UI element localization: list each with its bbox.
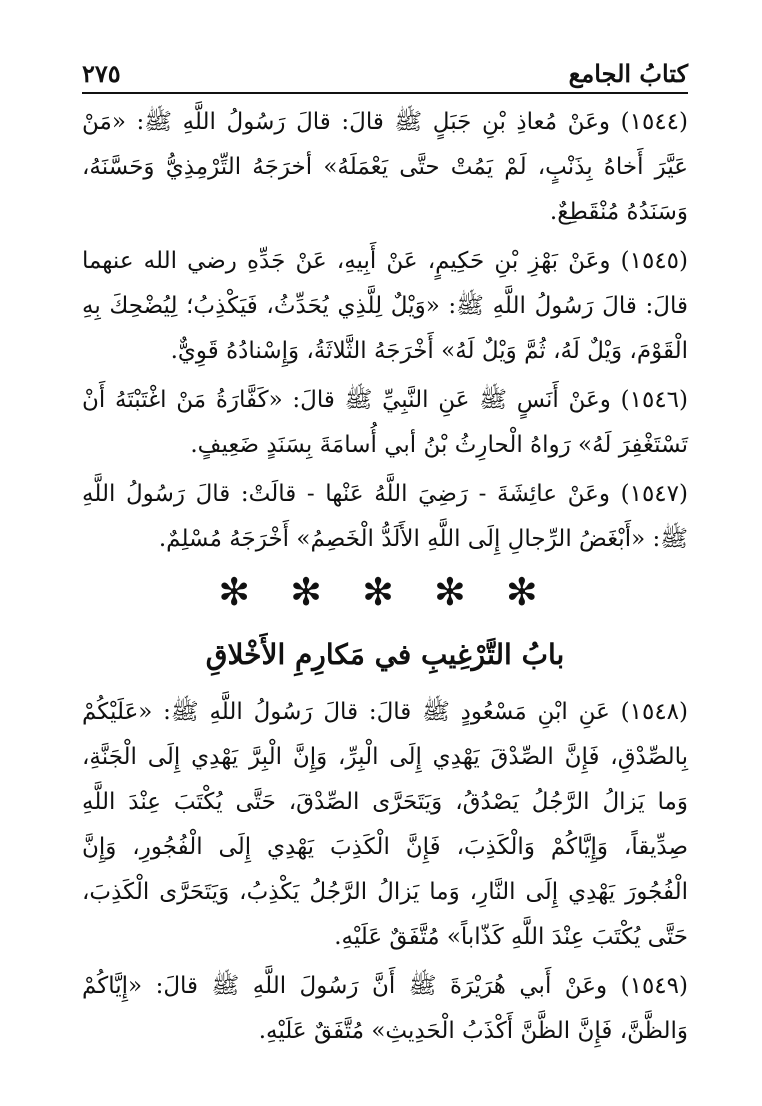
hadith-number: (١٥٤٧) bbox=[620, 481, 688, 507]
hadith-number: (١٥٤٩) bbox=[620, 973, 688, 999]
hadith-1546 bbox=[82, 378, 688, 468]
section-separator: ✻ ✻ ✻ ✻ ✻ bbox=[218, 570, 552, 614]
hadith-1544 bbox=[82, 100, 688, 235]
hadith-number: (١٥٤٤) bbox=[620, 109, 689, 135]
hadith-text: وعَنْ أَنَسٍ ﷺ عَنِ النَّبِيِّ ﷺ قالَ: «كَفَّارَةُ مَنْ اغْتَبْتَهُ أَنْ تَسْتَغْفِرَ لَهُ» رَواهُ الْحارِثُ بْنُ أبي أُسامَةَ بِسَنَدٍ ضَعِيفٍ. bbox=[82, 387, 688, 458]
hadith-number: (١٥٤٨) bbox=[620, 699, 689, 725]
hadith-1548 bbox=[82, 690, 688, 960]
chapter-title: بابُ التَّرْغِيبِ في مَكارِمِ الأَخْلاقِ bbox=[205, 638, 565, 671]
hadith-1545 bbox=[82, 239, 688, 374]
hadith-text: وعَنْ بَهْزِ بْنِ حَكِيمٍ، عَنْ أَبِيهِ، عَنْ جَدِّهِ رضي الله عنهما قالَ: قالَ رَسُولُ اللَّهِ ﷺ: «وَيْلٌ لِلَّذِي يُحَدِّثُ، فَيَكْذِبُ؛ لِيُضْحِكَ بِهِ الْقَوْمَ، وَيْلٌ لَهُ، ثُمَّ وَيْلٌ لَهُ» أَخْرَجَهُ الثَّلاثَةُ، وَإِسْنادُهُ قَوِيٌّ. bbox=[82, 248, 688, 364]
hadith-text: عَنِ ابْنِ مَسْعُودٍ ﷺ قالَ: قالَ رَسُولُ اللَّهِ ﷺ: «عَلَيْكُمْ بِالصِّدْقِ، فَإِنَّ الصِّدْقَ يَهْدِي إِلَى الْبِرِّ، وَإِنَّ الْبِرَّ يَهْدِي إِلَى الْجَنَّةِ، وَما يَزالُ الرَّجُلُ يَصْدُقُ، وَيَتَحَرَّى الصِّدْقَ، حَتَّى يُكْتَبَ عِنْدَ اللَّهِ صِدِّيقاً، وَإِيَّاكُمْ وَالْكَذِبَ، فَإِنَّ الْكَذِبَ يَهْدِي إِلَى الْفُجُورِ، وَإِنَّ الْفُجُورَ يَهْدِي إِلَى النَّارِ، وَما يَزالُ الرَّجُلُ يَكْذِبُ، وَيَتَحَرَّى الْكَذِبَ، حَتَّى يُكْتَبَ عِنْدَ اللَّهِ كَذّاباً» مُتَّفَقٌ عَلَيْهِ. bbox=[82, 699, 688, 950]
book-title: كتابُ الجامع bbox=[568, 59, 688, 88]
hadith-1547 bbox=[82, 472, 688, 562]
page-header bbox=[82, 52, 688, 94]
hadith-text: وعَنْ عائِشَةَ - رَضِيَ اللَّهُ عَنْها - قالَتْ: قالَ رَسُولُ اللَّهِ ﷺ: «أَبْغَضُ الرِّجالِ إِلَى اللَّهِ الأَلَدُّ الْخَصِمُ» أَخْرَجَهُ مُسْلِمٌ. bbox=[82, 481, 688, 552]
hadith-number: (١٥٤٦) bbox=[620, 387, 689, 413]
hadith-1549 bbox=[82, 964, 688, 1054]
hadith-text: وعَنْ مُعاذِ بْنِ جَبَلٍ ﷺ قالَ: قالَ رَسُولُ اللَّهِ ﷺ: «مَنْ عَيَّرَ أَخاهُ بِذَنْبٍ، لَمْ يَمُتْ حتَّى يَعْمَلَهُ» أخرَجَهُ التِّرْمِذِيُّ وَحَسَّنَهُ، وَسَنَدُهُ مُنْقَطِعٌ. bbox=[82, 109, 688, 225]
page-content bbox=[82, 100, 688, 1058]
page-number: ٢٧٥ bbox=[82, 59, 121, 88]
hadith-text: وعَنْ أَبي هُرَيْرَةَ ﷺ أَنَّ رَسُولَ اللَّهِ ﷺ قالَ: «إِيَّاكُمْ وَالظَّنَّ، فَإِنَّ الظَّنَّ أَكْذَبُ الْحَدِيثِ» مُتَّفَقٌ عَلَيْهِ. bbox=[82, 973, 688, 1044]
hadith-number: (١٥٤٥) bbox=[620, 248, 689, 274]
